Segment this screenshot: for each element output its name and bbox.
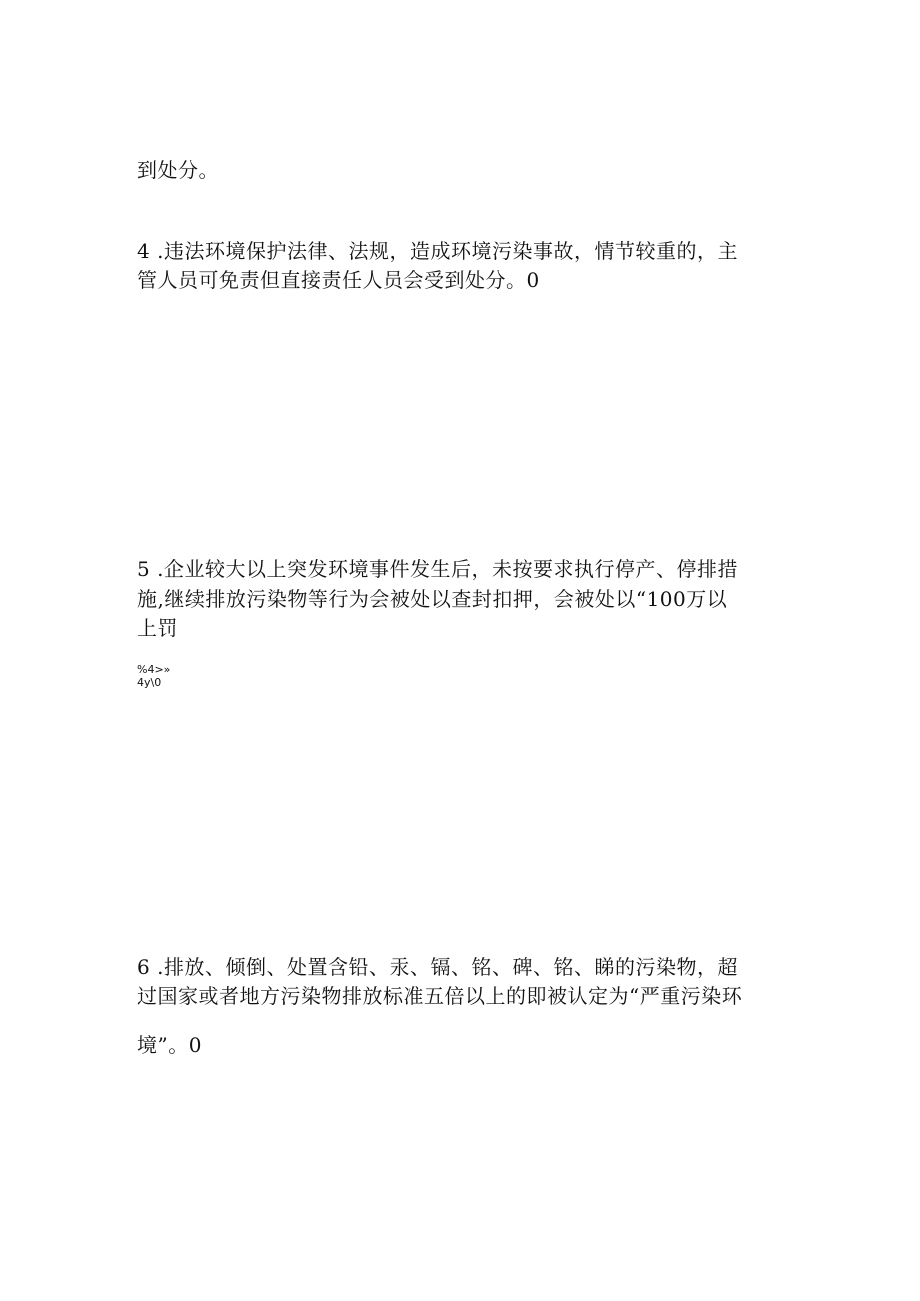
question-6-line-2: 过国家或者地方污染物排放标准五倍以上的即被认定为“严重污染环: [137, 984, 743, 1008]
question-6-line-3: 境”。0: [137, 1033, 202, 1057]
question-4-line-1: 4 .违法环境保护法律、法规，造成环境污染事故，情节较重的，主: [137, 239, 738, 263]
question-5-noise-1: %4>»: [137, 663, 171, 676]
fragment-line: 到处分。: [137, 158, 219, 182]
question-5-line-1: 5 .企业较大以上突发环境事件发生后，未按要求执行停产、停排措: [137, 557, 738, 581]
question-4-line-2: 管人员可免责但直接责任人员会受到处分。0: [137, 268, 540, 292]
question-5-noise-2: 4y\0: [137, 676, 162, 689]
question-5-line-3: 上罚: [137, 616, 178, 640]
question-5-line-2: 施,继续排放污染物等行为会被处以查封扣押，会被处以“100万以: [137, 587, 728, 611]
question-6-line-1: 6 .排放、倾倒、处置含铅、汞、镉、铭、碑、铭、睇的污染物，超: [137, 955, 738, 979]
